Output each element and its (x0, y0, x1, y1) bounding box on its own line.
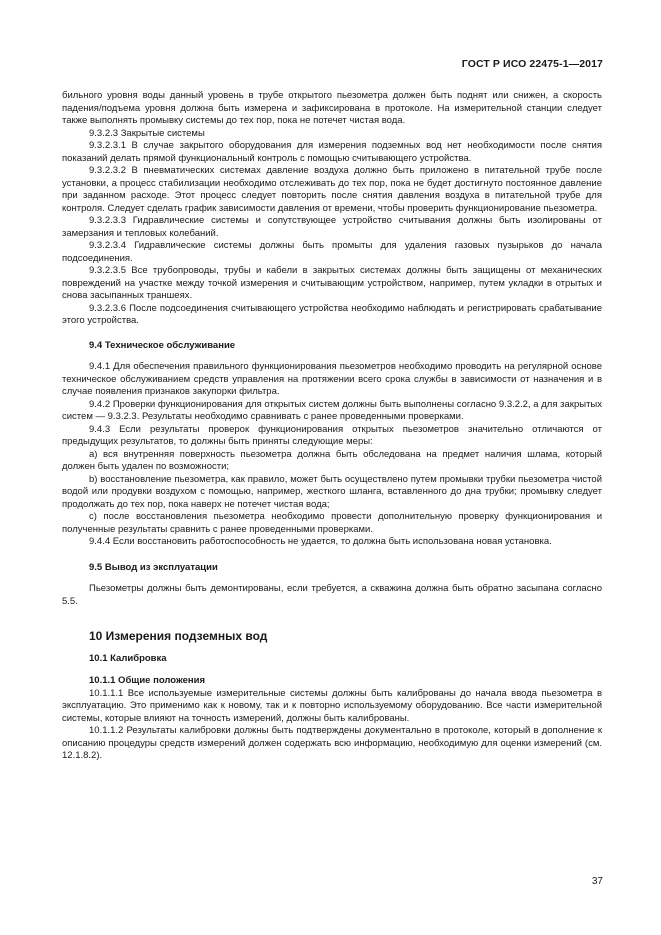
paragraph-10-1-1-2: 10.1.1.2 Результаты калибровки должны быть подтверждены документально в протоколе, который в дополнение к описанию процедуры средств измерений должен содержать всю информацию, необходимую для оценки измерений (см. 12.1.8.2). (62, 725, 602, 761)
paragraph-9-4-4: 9.4.4 Если восстановить работоспособность не удается, то должна быть использована новая установка. (89, 536, 552, 547)
page-number: 37 (591, 876, 603, 887)
paragraph-9-3-2-3-6: 9.3.2.3.6 После подсоединения считывающего устройства необходимо наблюдать и регистрировать срабатывание этого устройства. (62, 302, 602, 326)
paragraph-9-3-2-3-3: 9.3.2.3.3 Гидравлические системы и сопутствующее устройство считывания должны быть изолированы от замерзания и тепловых колебаний. (62, 215, 602, 239)
document-code-header: ГОСТ Р ИСО 22475-1—2017 (461, 58, 603, 70)
list-item-a: a) вся внутренняя поверхность пьезометра должна быть обследована на предмет наличия шлама, который должен быть удален по возможности; (62, 448, 602, 472)
paragraph-9-3-2-3-5: 9.3.2.3.5 Все трубопроводы, трубы и кабели в закрытых системах должны быть защищены от механических повреждений на участке между точкой измерения и считывающим устройством, например, путем укладки в отрытых и снова засыпанных траншеях. (62, 265, 602, 301)
paragraph-9-4-2: 9.4.2 Проверки функционирования для открытых систем должны быть выполнены согласно 9.3.2.2, а для закрытых систем — 9.3.2.3. Результаты необходимо сравнивать с ранее проведенными проверками. (62, 398, 602, 422)
paragraph-10-1-1-1: 10.1.1.1 Все используемые измерительные системы должны быть калиброваны до начала ввода пьезометра в эксплуатацию. Это применимо как к новому, так и к повторно используемому оборудованию. Все части измерительной системы, которые влияют на точность измерений, должны быть калиброваны. (62, 687, 602, 724)
page-content (62, 90, 602, 763)
section-heading-10-1-1: 10.1.1 Общие положения (89, 675, 205, 686)
paragraph-9-3-2-3-4: 9.3.2.3.4 Гидравлические системы должны быть промыты для удаления газовых пузырьков до начала подсоединения. (62, 240, 602, 264)
section-heading-9-4: 9.4 Техническое обслуживание (89, 339, 236, 351)
paragraph-9-4-3: 9.4.3 Если результаты проверок функционирования открытых пьезометров значительно отличаются от предыдущих результатов, то должны быть приняты следующие меры: (62, 423, 602, 447)
section-heading-10-1: 10.1 Калибровка (89, 652, 167, 664)
paragraph-9-5: Пьезометры должны быть демонтированы, если требуется, а скважина должна быть обратно засыпана согласно 5.5. (62, 583, 602, 607)
list-item-b: b) восстановление пьезометра, как правило, может быть осуществлено путем промывки трубки пьезометра чистой водой или продувки воздухом с помощью, например, жесткого шланга, вставленного до дна трубки; промывку следует продолжать до тех пор, пока наверх не потечет чистая вода; (62, 473, 602, 510)
paragraph-9-3-2-3: 9.3.2.3 Закрытые системы (89, 127, 205, 139)
section-heading-9-5: 9.5 Вывод из эксплуатации (89, 561, 218, 573)
paragraph-9-3-2-3-2: 9.3.2.3.2 В пневматических системах давление воздуха должно быть приложено в питательной трубе после установки, а процесс стабилизации необходимо отслеживать до тех пор, пока не будет достигнуто постоянное давление при заданном расходе. Этот процесс следует повторить после снятия давления воздуха в питательной трубе для контроля. Следует сделать график зависимости давления от времени, чтобы проверить функционирование пьезометра. (62, 165, 602, 214)
paragraph-continued: бильного уровня воды данный уровень в трубе открытого пьезометра должен быть поднят или снижен, а скорость падения/подъема уровня должна быть измерена и зафиксирована в протоколе. На измерительной станции следует также выполнять промывку системы до тех пор, пока не потечет чистая вода. (62, 90, 602, 126)
paragraph-9-4-1: 9.4.1 Для обеспечения правильного функционирования пьезометров необходимо проводить на регулярной основе техническое обслуживанием средств управления на протяжении всего срока службы в зависимости от назначения и в случае появления признаков закупорки фильтра. (62, 361, 602, 397)
list-item-c: c) после восстановления пьезометра необходимо провести дополнительную проверку функционирования и полученные результаты сравнить с ранее проведенными проверками. (62, 511, 602, 535)
chapter-heading-10: 10 Измерения подземных вод (89, 629, 268, 643)
paragraph-9-3-2-3-1: 9.3.2.3.1 В случае закрытого оборудования для измерения подземных вод нет необходимости после снятия показаний делать прямой функциональный контроль с помощью считывающего устройства. (62, 140, 602, 164)
